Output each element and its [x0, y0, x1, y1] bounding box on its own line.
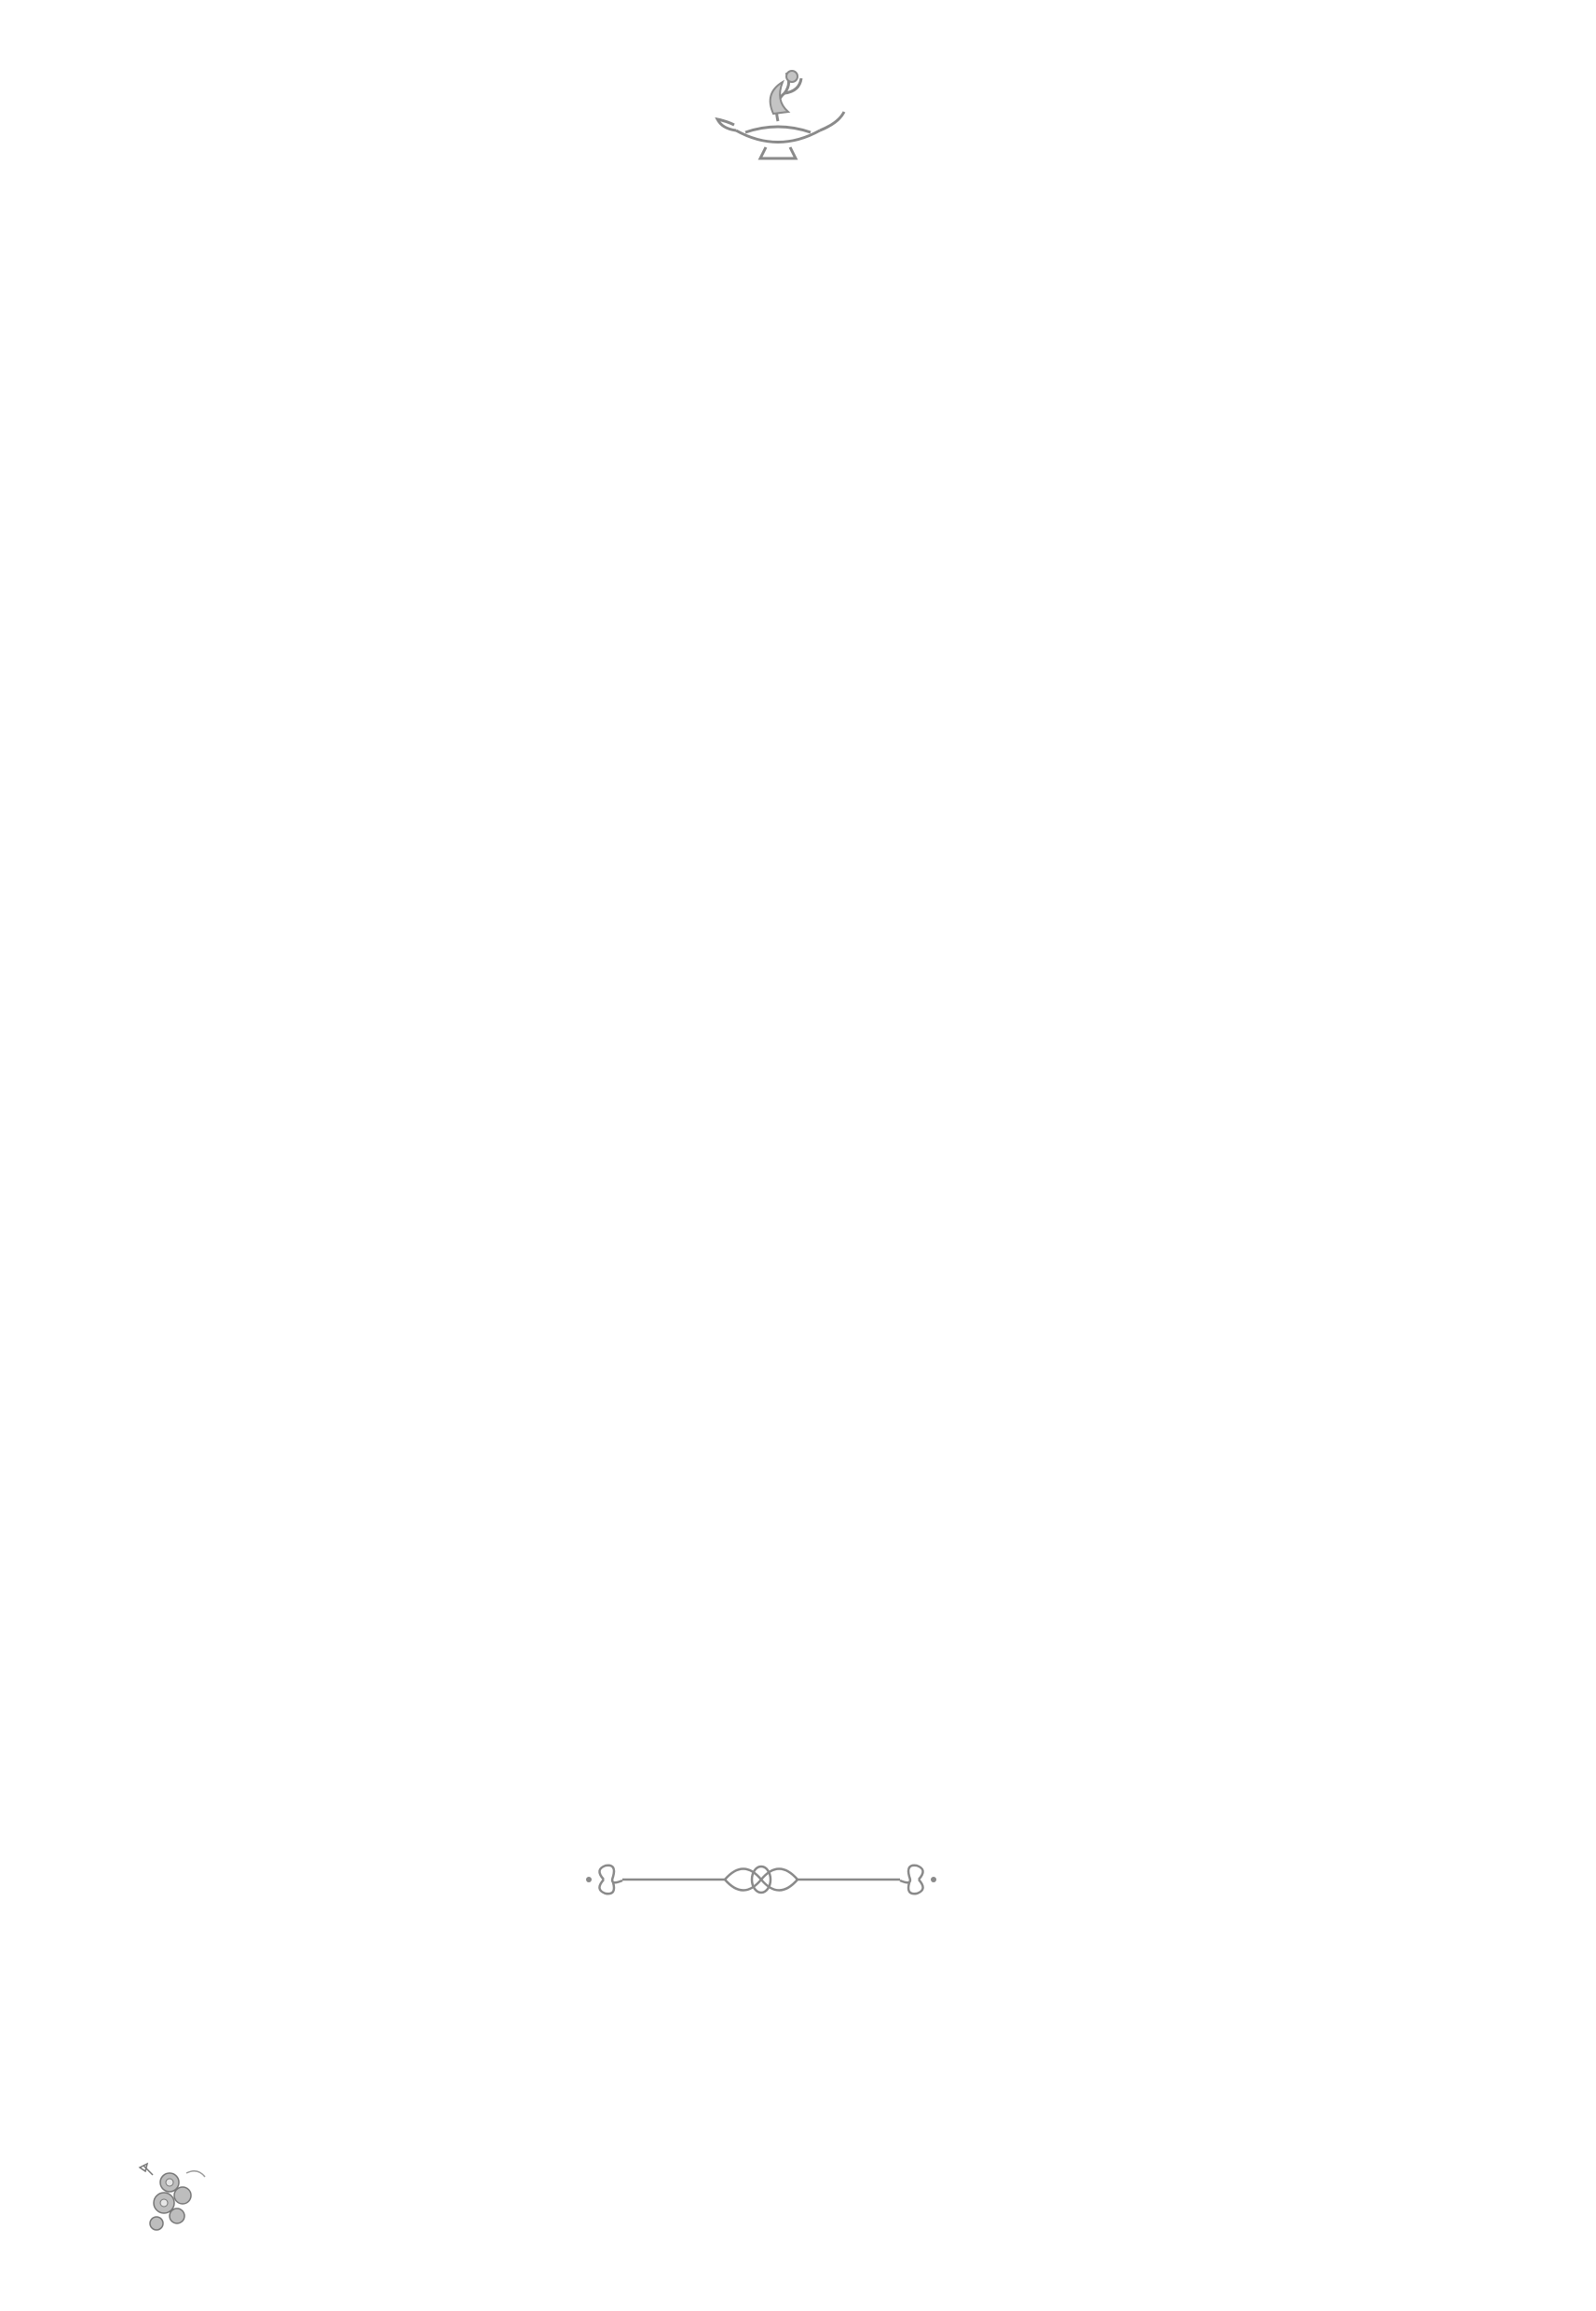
lamp-ornament-icon [708, 65, 848, 168]
section2-first-line [183, 1940, 1329, 2018]
body-text-section2 [183, 1940, 1329, 2175]
text-line [183, 2018, 1329, 2097]
page-footer [130, 2154, 783, 2238]
scroll-divider-icon [585, 1853, 937, 1907]
flower-ornament-icon [130, 2154, 214, 2238]
